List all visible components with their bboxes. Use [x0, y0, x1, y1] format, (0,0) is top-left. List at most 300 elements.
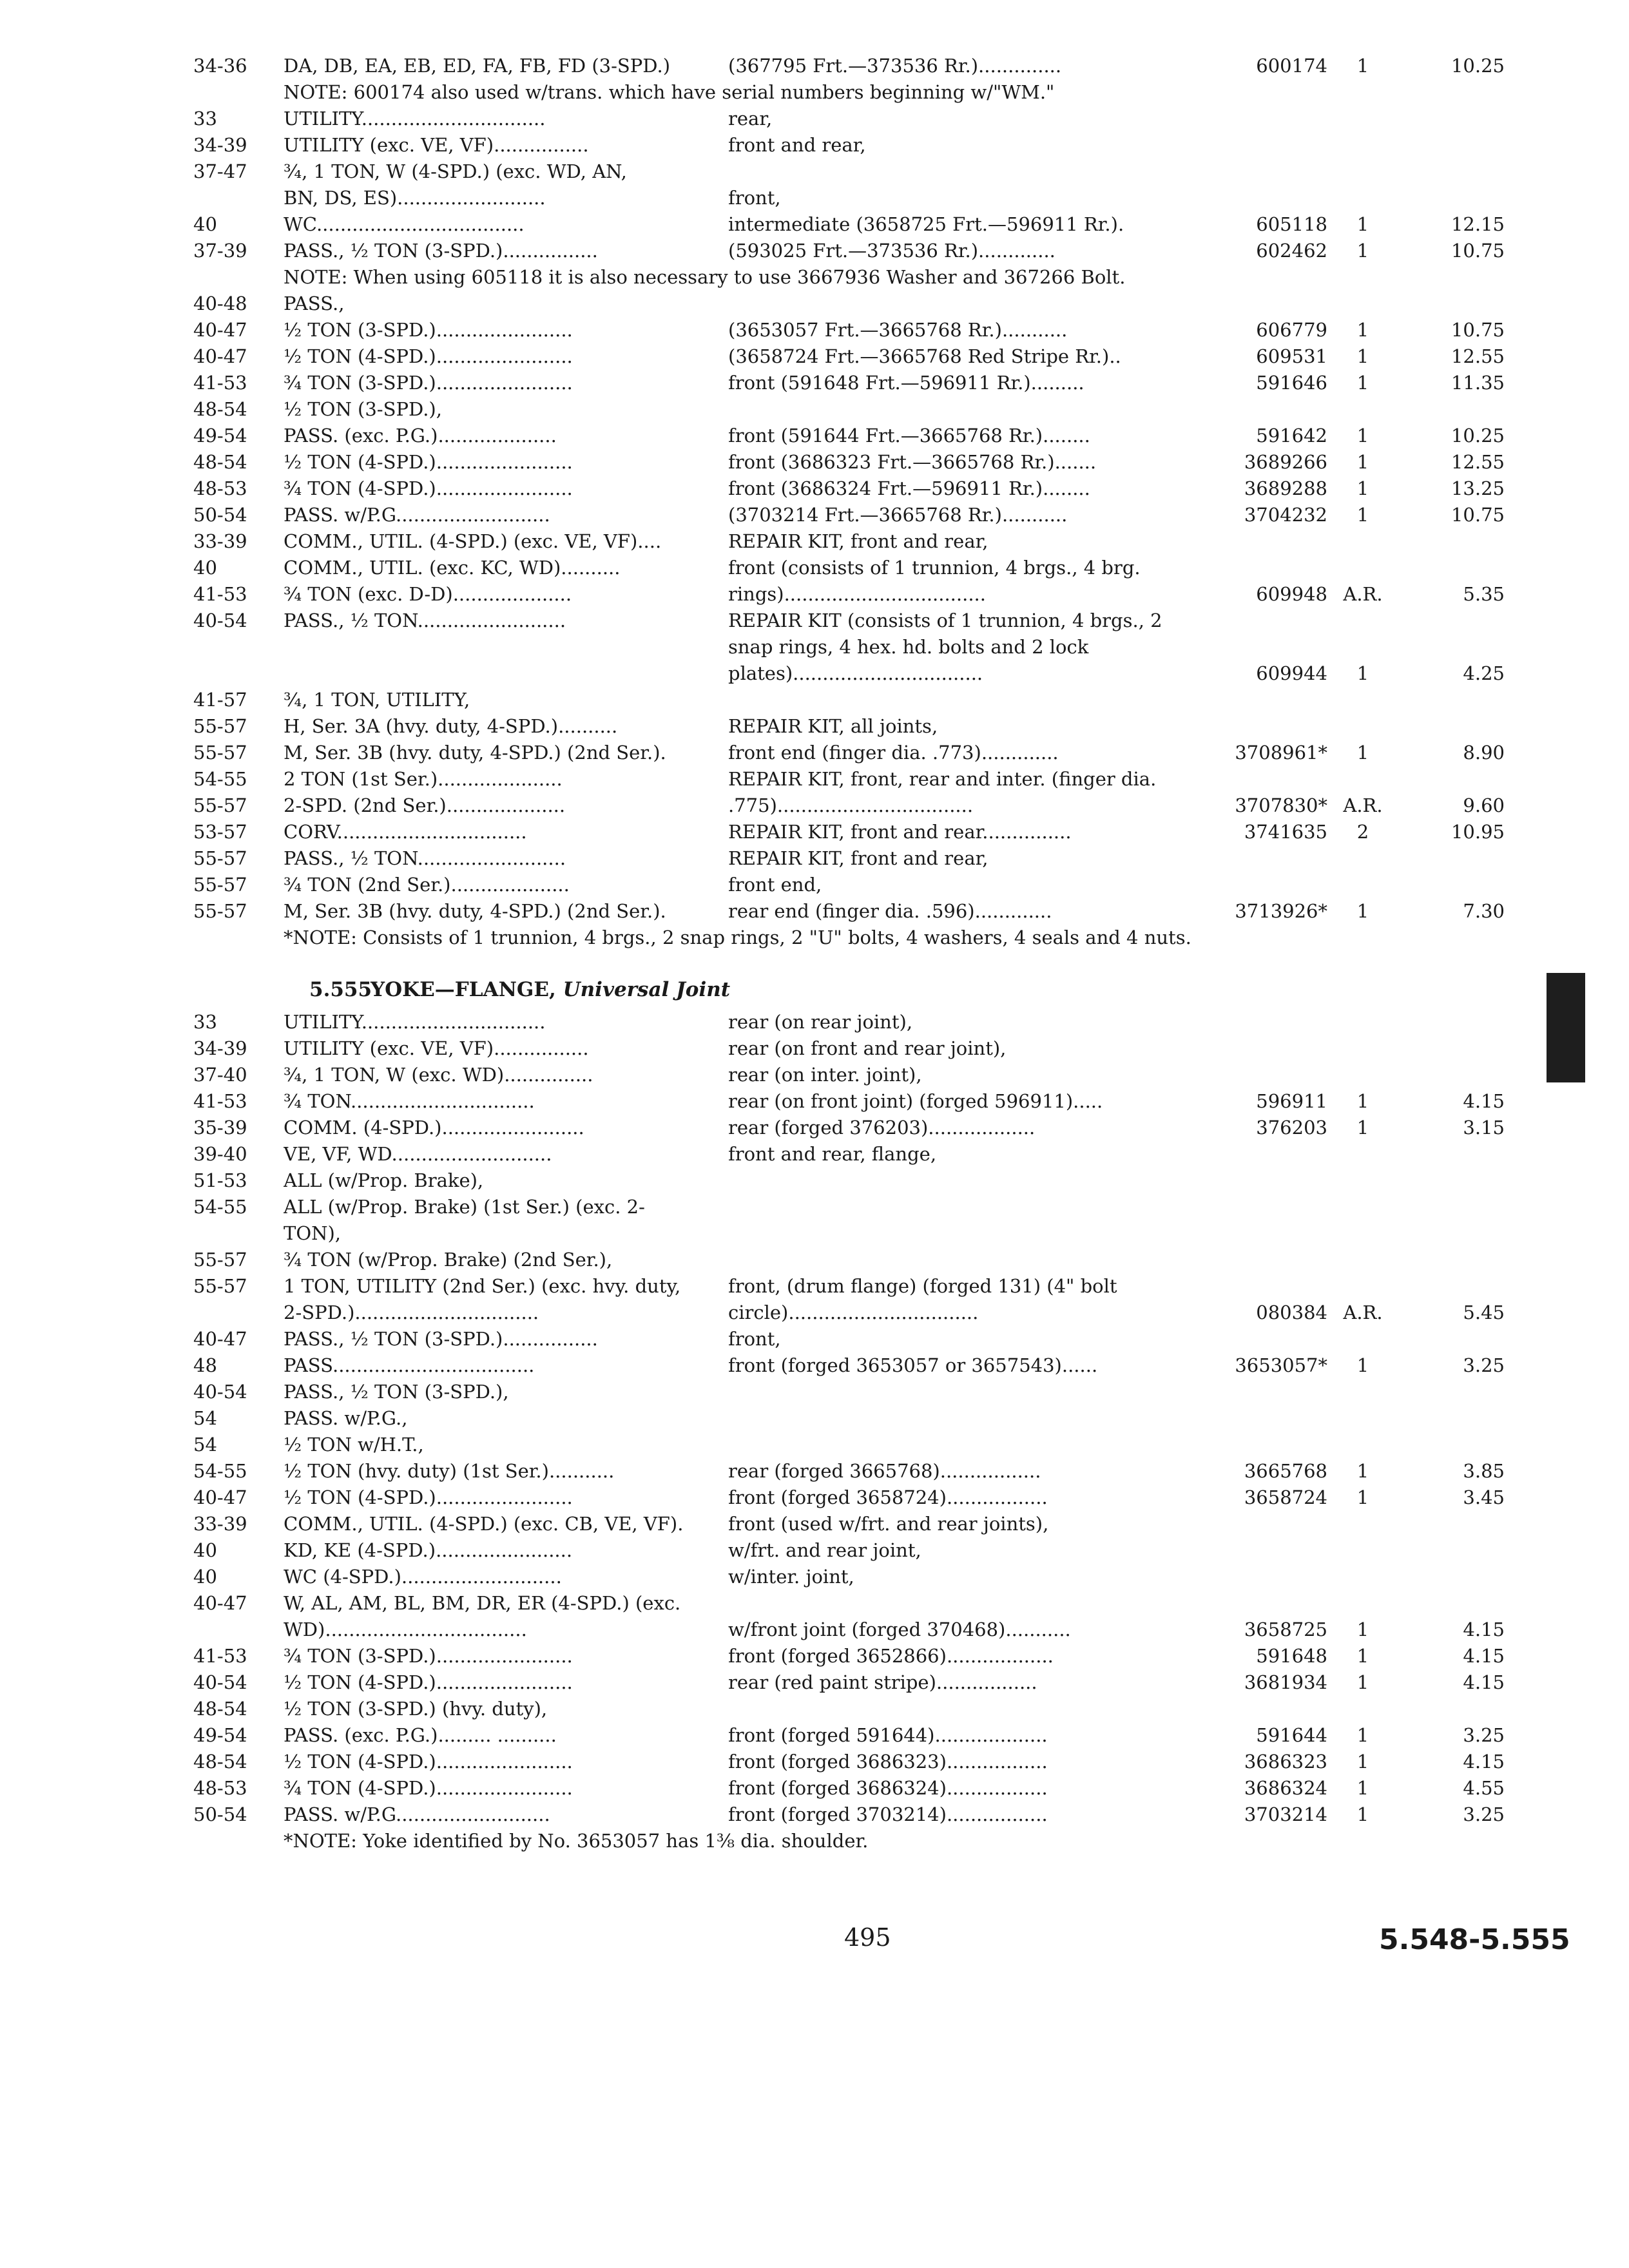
application: front (forged 3703214).................	[728, 1803, 1048, 1825]
page-number: 495	[844, 1923, 891, 1952]
table-row	[0, 872, 1629, 898]
years: 54-55	[193, 768, 247, 790]
part-number: 080384	[1256, 1302, 1327, 1323]
quantity: 1	[1356, 1619, 1369, 1640]
table-row	[0, 211, 1629, 238]
application: (593025 Frt.—373536 Rr.).............	[728, 240, 1055, 262]
model-desc: ¾, 1 TON, UTILITY,	[284, 689, 470, 711]
quantity: 1	[1356, 55, 1369, 77]
section-number: 5.555	[309, 978, 372, 1001]
note-row	[0, 1828, 1629, 1854]
years: 48-53	[193, 477, 247, 499]
part-number: 376203	[1256, 1117, 1327, 1139]
application: rear (forged 376203)..................	[728, 1117, 1036, 1139]
table-row	[0, 1379, 1629, 1405]
years: 53-57	[193, 821, 247, 843]
application: snap rings, 4 hex. hd. bolts and 2 lock	[728, 636, 1089, 658]
table-row	[0, 687, 1629, 713]
quantity: 1	[1356, 1090, 1369, 1112]
table-row	[0, 291, 1629, 317]
table-row	[0, 132, 1629, 159]
quantity: 1	[1356, 240, 1369, 262]
quantity: 1	[1356, 213, 1369, 235]
years: 33	[193, 108, 217, 130]
price: 12.55	[1451, 451, 1505, 473]
quantity: 1	[1356, 451, 1369, 473]
years: 48-54	[193, 451, 247, 473]
part-number: 591648	[1256, 1645, 1327, 1667]
years: 55-57	[193, 1249, 247, 1271]
price: 8.90	[1463, 742, 1505, 764]
table-row	[0, 343, 1629, 370]
table-row	[0, 1009, 1629, 1035]
application: w/front joint (forged 370468)...........	[728, 1619, 1071, 1640]
model-desc: COMM. (4-SPD.)........................	[284, 1117, 584, 1139]
quantity: 1	[1356, 742, 1369, 764]
years: 48-53	[193, 1777, 247, 1799]
table-row	[0, 1141, 1629, 1168]
quantity: A.R.	[1343, 583, 1383, 605]
table-row	[0, 1405, 1629, 1432]
table-row	[0, 185, 1629, 211]
model-desc: ¾, 1 TON, W (exc. WD)...............	[284, 1064, 593, 1086]
quantity: 1	[1356, 1354, 1369, 1376]
table-row	[0, 449, 1629, 476]
table-row	[0, 1564, 1629, 1590]
model-desc: PASS..................................	[284, 1354, 535, 1376]
note-row	[0, 264, 1629, 291]
application: rear (red paint stripe).................	[728, 1671, 1037, 1693]
years: 37-40	[193, 1064, 247, 1086]
page-footer	[0, 1923, 1629, 1962]
table-row	[0, 793, 1629, 819]
price: 4.15	[1463, 1619, 1505, 1640]
note-row	[0, 79, 1629, 106]
application: front end (finger dia. .773).............	[728, 742, 1059, 764]
model-desc: ALL (w/Prop. Brake) (1st Ser.) (exc. 2-	[284, 1196, 645, 1218]
years: 48-54	[193, 398, 247, 420]
price: 10.75	[1451, 504, 1505, 526]
model-desc: PASS. (exc. P.G.)......... ..........	[284, 1724, 557, 1746]
application: front,	[728, 187, 781, 209]
application: front (used w/frt. and rear joints),	[728, 1513, 1049, 1535]
quantity: 1	[1356, 900, 1369, 922]
part-number: 3686324	[1244, 1777, 1327, 1799]
years: 41-53	[193, 372, 247, 394]
part-number: 3686323	[1244, 1751, 1327, 1773]
years: 51-53	[193, 1169, 247, 1191]
table-row	[0, 1537, 1629, 1564]
model-desc: PASS.,	[284, 293, 345, 314]
price: 3.15	[1463, 1117, 1505, 1139]
years: 40-47	[193, 1328, 247, 1350]
model-desc: ½ TON (4-SPD.).......................	[284, 1486, 573, 1508]
table-row	[0, 1247, 1629, 1273]
part-number: 3703214	[1244, 1803, 1327, 1825]
application: front (consists of 1 trunnion, 4 brgs., 4 brg.	[728, 557, 1141, 579]
model-desc: M, Ser. 3B (hvy. duty, 4-SPD.) (2nd Ser.).	[284, 742, 666, 764]
table-row	[0, 1775, 1629, 1802]
model-desc: PASS., ½ TON (3-SPD.)................	[284, 240, 598, 262]
years: 55-57	[193, 847, 247, 869]
price: 10.25	[1451, 55, 1505, 77]
quantity: A.R.	[1343, 1302, 1383, 1323]
years: 55-57	[193, 742, 247, 764]
quantity: 1	[1356, 1486, 1369, 1508]
table-row	[0, 1696, 1629, 1722]
model-desc: ½ TON (4-SPD.).......................	[284, 345, 573, 367]
table-row	[0, 238, 1629, 264]
price: 3.85	[1463, 1460, 1505, 1482]
model-desc: ½ TON (4-SPD.).......................	[284, 1751, 573, 1773]
joint-table	[0, 53, 1629, 1854]
application: front and rear, flange,	[728, 1143, 937, 1165]
years: 54	[193, 1434, 217, 1456]
model-desc: ½ TON w/H.T.,	[284, 1434, 424, 1456]
model-desc: ¾ TON (w/Prop. Brake) (2nd Ser.),	[284, 1249, 613, 1271]
table-row	[0, 106, 1629, 132]
quantity: 1	[1356, 1724, 1369, 1746]
section-heading	[0, 970, 1629, 1009]
application: intermediate (3658725 Frt.—596911 Rr.).	[728, 213, 1124, 235]
table-row	[0, 528, 1629, 555]
application: REPAIR KIT (consists of 1 trunnion, 4 brgs., 2	[728, 610, 1162, 631]
table-row	[0, 819, 1629, 845]
table-row	[0, 423, 1629, 449]
years: 54-55	[193, 1196, 247, 1218]
table-row	[0, 1722, 1629, 1749]
price: 13.25	[1451, 477, 1505, 499]
application: front (forged 3686323).................	[728, 1751, 1048, 1773]
years: 41-53	[193, 583, 247, 605]
model-desc: ½ TON (3-SPD.),	[284, 398, 442, 420]
years: 33	[193, 1011, 217, 1033]
years: 37-47	[193, 160, 247, 182]
years: 33-39	[193, 1513, 247, 1535]
application: REPAIR KIT, front and rear,	[728, 847, 988, 869]
model-desc: ½ TON (hvy. duty) (1st Ser.)...........	[284, 1460, 615, 1482]
years: 40	[193, 557, 217, 579]
part-number: 3689288	[1244, 477, 1327, 499]
table-row	[0, 1062, 1629, 1088]
part-number: 3658725	[1244, 1619, 1327, 1640]
table-row	[0, 502, 1629, 528]
years: 55-57	[193, 715, 247, 737]
application: REPAIR KIT, front and rear...............	[728, 821, 1072, 843]
application: rear,	[728, 108, 773, 130]
price: 11.35	[1451, 372, 1505, 394]
model-desc: PASS., ½ TON (3-SPD.),	[284, 1381, 509, 1403]
application: front (forged 3652866)..................	[728, 1645, 1054, 1667]
application: (3703214 Frt.—3665768 Rr.)...........	[728, 504, 1068, 526]
application: (3658724 Frt.—3665768 Red Stripe Rr.)..	[728, 345, 1121, 367]
application: front (forged 3658724).................	[728, 1486, 1048, 1508]
table-row	[0, 740, 1629, 766]
price: 3.25	[1463, 1724, 1505, 1746]
model-desc: KD, KE (4-SPD.).......................	[284, 1539, 573, 1561]
application: rear (on front joint) (forged 596911).....	[728, 1090, 1103, 1112]
table-row	[0, 396, 1629, 423]
model-desc: WC...................................	[284, 213, 525, 235]
model-desc: ¾ TON (2nd Ser.)....................	[284, 874, 570, 896]
part-number: 609531	[1256, 345, 1327, 367]
application: front (3686324 Frt.—596911 Rr.)........	[728, 477, 1090, 499]
years: 37-39	[193, 240, 247, 262]
years: 48-54	[193, 1751, 247, 1773]
note-text: *NOTE: Yoke identified by No. 3653057 has 1⅜ dia. shoulder.	[284, 1830, 869, 1852]
model-desc: ¾ TON...............................	[284, 1090, 535, 1112]
model-desc: UTILITY...............................	[284, 1011, 546, 1033]
model-desc: ALL (w/Prop. Brake),	[284, 1169, 484, 1191]
price: 4.15	[1463, 1751, 1505, 1773]
application: front (forged 3686324).................	[728, 1777, 1048, 1799]
spacer	[0, 951, 1629, 970]
model-desc: ¾ TON (4-SPD.).......................	[284, 477, 573, 499]
years: 48-54	[193, 1698, 247, 1720]
years: 55-57	[193, 900, 247, 922]
price: 4.55	[1463, 1777, 1505, 1799]
years: 41-57	[193, 689, 247, 711]
section-title: YOKE—FLANGE, Universal Joint	[371, 978, 731, 1001]
price: 9.60	[1463, 794, 1505, 816]
application: rear (on rear joint),	[728, 1011, 913, 1033]
model-desc: WC (4-SPD.)...........................	[284, 1566, 562, 1588]
model-desc: ¾ TON (4-SPD.).......................	[284, 1777, 573, 1799]
part-number: 3713926*	[1235, 900, 1327, 922]
application: front (591644 Frt.—3665768 Rr.)........	[728, 425, 1090, 447]
table-row	[0, 1115, 1629, 1141]
table-row	[0, 713, 1629, 740]
price: 5.35	[1463, 583, 1505, 605]
note-text: NOTE: 600174 also used w/trans. which have serial numbers beginning w/"WM."	[284, 81, 1055, 103]
years: 40-47	[193, 319, 247, 341]
years: 40-47	[193, 1486, 247, 1508]
model-desc: TON),	[284, 1222, 342, 1244]
quantity: 1	[1356, 1117, 1369, 1139]
years: 55-57	[193, 874, 247, 896]
years: 40-54	[193, 610, 247, 631]
price: 10.95	[1451, 821, 1505, 843]
application: (3653057 Frt.—3665768 Rr.)...........	[728, 319, 1068, 341]
table-row	[0, 1617, 1629, 1643]
quantity: 1	[1356, 1460, 1369, 1482]
model-desc: PASS. w/P.G..........................	[284, 504, 550, 526]
application: plates)................................	[728, 662, 983, 684]
model-desc: H, Ser. 3A (hvy. duty, 4-SPD.)..........	[284, 715, 618, 737]
model-desc: PASS., ½ TON.........................	[284, 610, 566, 631]
price: 3.25	[1463, 1354, 1505, 1376]
application: REPAIR KIT, front and rear,	[728, 530, 988, 552]
price: 4.15	[1463, 1090, 1505, 1112]
application: rear (on front and rear joint),	[728, 1037, 1007, 1059]
years: 50-54	[193, 504, 247, 526]
model-desc: W, AL, AM, BL, BM, DR, ER (4-SPD.) (exc.	[284, 1592, 681, 1614]
years: 40	[193, 1539, 217, 1561]
table-row	[0, 1749, 1629, 1775]
note-text: *NOTE: Consists of 1 trunnion, 4 brgs., 2 snap rings, 2 "U" bolts, 4 washers, 4 seals and 4 nuts.	[284, 927, 1191, 948]
application: rear (forged 3665768).................	[728, 1460, 1041, 1482]
table-row	[0, 1802, 1629, 1828]
table-row	[0, 555, 1629, 581]
table-row	[0, 660, 1629, 687]
quantity: 1	[1356, 425, 1369, 447]
model-desc: COMM., UTIL. (4-SPD.) (exc. CB, VE, VF).	[284, 1513, 684, 1535]
application: front, (drum flange) (forged 131) (4" bolt	[728, 1275, 1117, 1297]
model-desc: M, Ser. 3B (hvy. duty, 4-SPD.) (2nd Ser.).	[284, 900, 666, 922]
application: rear (on inter. joint),	[728, 1064, 922, 1086]
note-text: NOTE: When using 605118 it is also necessary to use 3667936 Washer and 367266 Bolt.	[284, 266, 1126, 288]
price: 10.25	[1451, 425, 1505, 447]
price: 3.25	[1463, 1803, 1505, 1825]
model-desc: UTILITY...............................	[284, 108, 546, 130]
table-row	[0, 1485, 1629, 1511]
model-desc: 2-SPD.)...............................	[284, 1302, 539, 1323]
application: (367795 Frt.—373536 Rr.)..............	[728, 55, 1062, 77]
years: 40-54	[193, 1381, 247, 1403]
table-row	[0, 1458, 1629, 1485]
table-row	[0, 1352, 1629, 1379]
application: front end,	[728, 874, 822, 896]
table-row	[0, 1168, 1629, 1194]
table-row	[0, 1590, 1629, 1617]
application: REPAIR KIT, front, rear and inter. (finger dia.	[728, 768, 1157, 790]
note-row	[0, 925, 1629, 951]
table-row	[0, 476, 1629, 502]
model-desc: PASS., ½ TON (3-SPD.)................	[284, 1328, 598, 1350]
price: 10.75	[1451, 319, 1505, 341]
part-number: 605118	[1256, 213, 1327, 235]
quantity: 1	[1356, 477, 1369, 499]
table-row	[0, 1194, 1629, 1220]
quantity: 1	[1356, 345, 1369, 367]
quantity: 1	[1356, 1751, 1369, 1773]
model-desc: ½ TON (3-SPD.) (hvy. duty),	[284, 1698, 548, 1720]
table-row	[0, 634, 1629, 660]
quantity: 1	[1356, 1671, 1369, 1693]
table-row	[0, 1432, 1629, 1458]
quantity: 1	[1356, 1777, 1369, 1799]
part-number: 600174	[1256, 55, 1327, 77]
part-number: 3741635	[1244, 821, 1327, 843]
table-row	[0, 1300, 1629, 1326]
table-row	[0, 1511, 1629, 1537]
model-desc: COMM., UTIL. (exc. KC, WD)..........	[284, 557, 621, 579]
part-number: 3658724	[1244, 1486, 1327, 1508]
years: 41-53	[193, 1090, 247, 1112]
table-row	[0, 898, 1629, 925]
part-number: 3708961*	[1235, 742, 1327, 764]
section-range: 5.548-5.555	[1379, 1923, 1570, 1956]
model-desc: ½ TON (4-SPD.).......................	[284, 1671, 573, 1693]
part-number: 602462	[1256, 240, 1327, 262]
price: 10.75	[1451, 240, 1505, 262]
table-row	[0, 1326, 1629, 1352]
model-desc: 2 TON (1st Ser.).....................	[284, 768, 563, 790]
part-number: 591646	[1256, 372, 1327, 394]
years: 39-40	[193, 1143, 247, 1165]
part-number: 609944	[1256, 662, 1327, 684]
model-desc: CORV................................	[284, 821, 527, 843]
table-row	[0, 53, 1629, 79]
application: rear end (finger dia. .596).............	[728, 900, 1052, 922]
part-number: 3665768	[1244, 1460, 1327, 1482]
years: 34-36	[193, 55, 247, 77]
model-desc: 2-SPD. (2nd Ser.)....................	[284, 794, 566, 816]
application: front (forged 3653057 or 3657543)......	[728, 1354, 1098, 1376]
model-desc: 1 TON, UTILITY (2nd Ser.) (exc. hvy. duty,	[284, 1275, 681, 1297]
model-desc: WD)..................................	[284, 1619, 527, 1640]
model-desc: ½ TON (4-SPD.).......................	[284, 451, 573, 473]
quantity: 1	[1356, 372, 1369, 394]
quantity: 1	[1356, 1803, 1369, 1825]
years: 49-54	[193, 1724, 247, 1746]
table-row	[0, 317, 1629, 343]
table-row	[0, 1220, 1629, 1247]
price: 4.25	[1463, 662, 1505, 684]
part-number: 3689266	[1244, 451, 1327, 473]
model-desc: ¾, 1 TON, W (4-SPD.) (exc. WD, AN,	[284, 160, 627, 182]
years: 50-54	[193, 1803, 247, 1825]
application: front,	[728, 1328, 781, 1350]
part-number: 591642	[1256, 425, 1327, 447]
price: 4.15	[1463, 1645, 1505, 1667]
part-number: 3653057*	[1235, 1354, 1327, 1376]
part-number: 3704232	[1244, 504, 1327, 526]
model-desc: ½ TON (3-SPD.).......................	[284, 319, 573, 341]
years: 41-53	[193, 1645, 247, 1667]
table-row	[0, 1088, 1629, 1115]
price: 12.15	[1451, 213, 1505, 235]
model-desc: VE, VF, WD...........................	[284, 1143, 552, 1165]
years: 55-57	[193, 1275, 247, 1297]
part-number: 3681934	[1244, 1671, 1327, 1693]
model-desc: UTILITY (exc. VE, VF)................	[284, 134, 589, 156]
application: w/frt. and rear joint,	[728, 1539, 921, 1561]
model-desc: BN, DS, ES).........................	[284, 187, 546, 209]
quantity: 2	[1356, 821, 1369, 843]
quantity: 1	[1356, 662, 1369, 684]
table-row	[0, 370, 1629, 396]
part-number: 609948	[1256, 583, 1327, 605]
table-row	[0, 766, 1629, 793]
part-number: 596911	[1256, 1090, 1327, 1112]
table-row	[0, 159, 1629, 185]
model-desc: DA, DB, EA, EB, ED, FA, FB, FD (3-SPD.)	[284, 55, 671, 77]
years: 49-54	[193, 425, 247, 447]
application: REPAIR KIT, all joints,	[728, 715, 938, 737]
application: circle)................................	[728, 1302, 979, 1323]
years: 34-39	[193, 134, 247, 156]
model-desc: COMM., UTIL. (4-SPD.) (exc. VE, VF)....	[284, 530, 662, 552]
application: front (forged 591644)...................	[728, 1724, 1048, 1746]
application: front (591648 Frt.—596911 Rr.).........	[728, 372, 1084, 394]
quantity: A.R.	[1343, 794, 1383, 816]
years: 34-39	[193, 1037, 247, 1059]
model-desc: ¾ TON (3-SPD.).......................	[284, 1645, 573, 1667]
model-desc: PASS., ½ TON.........................	[284, 847, 566, 869]
table-row	[0, 1035, 1629, 1062]
thumb-index-tab	[1547, 973, 1585, 1082]
model-desc: PASS. w/P.G.,	[284, 1407, 408, 1429]
years: 40-47	[193, 345, 247, 367]
table-row	[0, 1669, 1629, 1696]
application: front (3686323 Frt.—3665768 Rr.).......	[728, 451, 1097, 473]
years: 40	[193, 213, 217, 235]
quantity: 1	[1356, 504, 1369, 526]
quantity: 1	[1356, 1645, 1369, 1667]
model-desc: ¾ TON (3-SPD.).......................	[284, 372, 573, 394]
part-number: 591644	[1256, 1724, 1327, 1746]
